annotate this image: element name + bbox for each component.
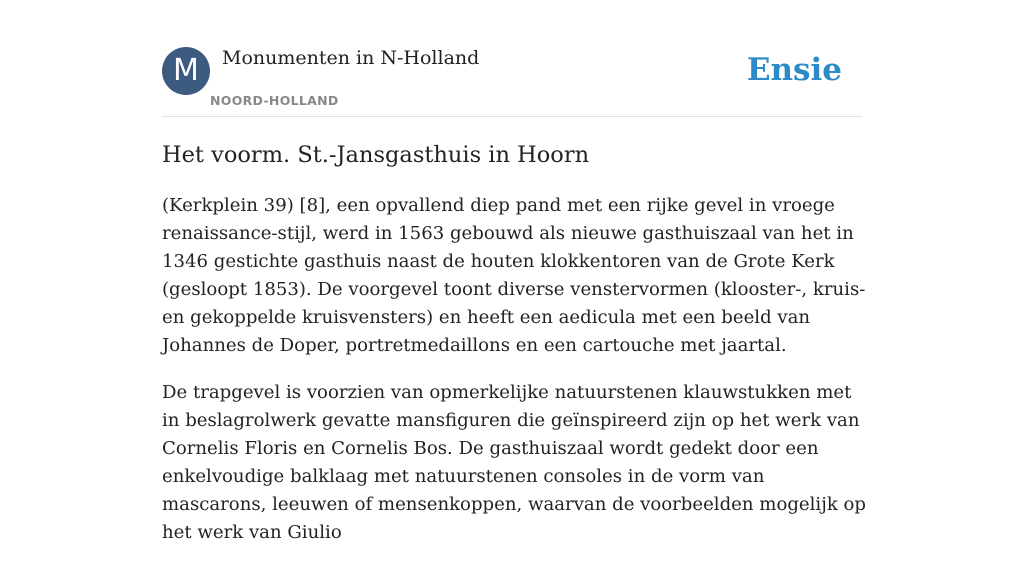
collection-subtitle: NOORD-HOLLAND [210, 93, 339, 108]
brand-logo[interactable]: Ensie [746, 52, 842, 88]
collection-title-link[interactable]: Monumenten in N-Holland [222, 47, 480, 69]
article-title: Het voorm. St.-Jansgasthuis in Hoorn [162, 142, 590, 168]
page-header [162, 46, 862, 117]
article-paragraph: (Kerkplein 39) [8], een opvallend diep pand met een rijke gevel in vroege renaissance-stijl, werd in 1563 gebouwd als nieuwe gasthuiszaal van het in 1346 gestichte gasthuis naast de houten klokkentoren van de Grote Kerk (gesloopt 1853). De voorgevel toont diverse venstervormen (klooster-, kruis- en gekoppelde kruisvensters) en heeft een aedicula met een beeld van Johannes de Doper, portretmedaillons en een cartouche met jaartal. [162, 195, 866, 356]
article-paragraph: De trapgevel is voorzien van opmerkelijke natuurstenen klauwstukken met in beslagrolwerk gevatte mansfiguren die geïnspireerd zijn op het werk van Cornelis Floris en Cornelis Bos. De gasthuiszaal wordt gedekt door een enkelvoudige balklaag met natuurstenen consoles in de vorm van mascarons, leeuwen of mensenkoppen, waarvan de voorbeelden mogelijk op het werk van Giulio [162, 382, 867, 543]
article-body [162, 192, 867, 566]
collection-avatar[interactable]: M [162, 47, 210, 95]
